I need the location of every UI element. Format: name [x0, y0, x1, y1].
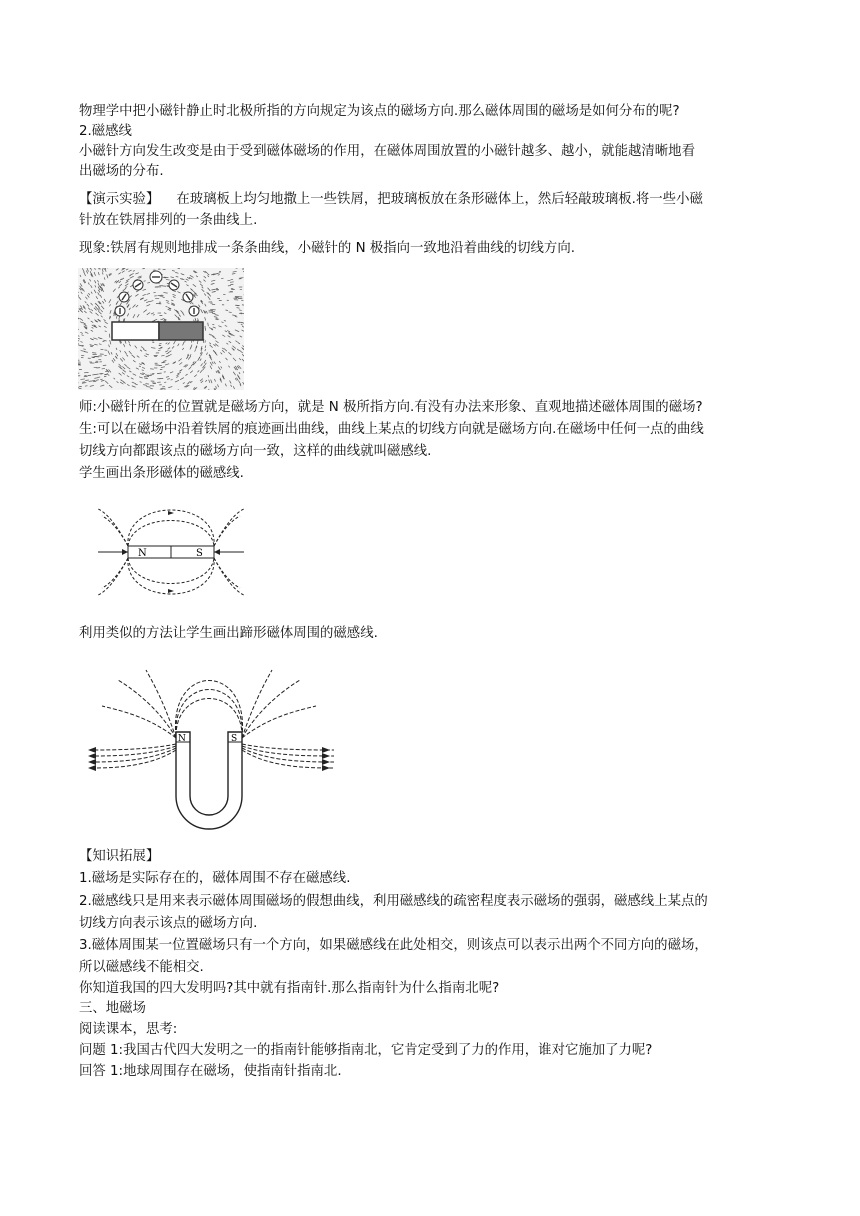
text-line: 现象:铁屑有规则地排成一条条曲线，小磁针的 N 极指向一致地沿着曲线的切线方向.	[79, 241, 575, 256]
text-line: 物理学中把小磁针静止时北极所指的方向规定为该点的磁场方向.那么磁体周围的磁场是如何分布的呢?	[79, 104, 680, 119]
text-line: 出磁场的分布.	[79, 164, 164, 179]
north-pole-label: N	[138, 548, 147, 559]
text-line: 【知识拓展】	[79, 849, 160, 864]
text-line: 【演示实验】 在玻璃板上均匀地撒上一些铁屑，把玻璃板放在条形磁体上，然后轻敲玻璃板.将一些小磁	[79, 192, 703, 207]
text-line: 学生画出条形磁体的磁感线.	[79, 466, 244, 481]
text-line: 针放在铁屑排列的一条曲线上.	[79, 213, 258, 228]
text-line: 你知道我国的四大发明吗?其中就有指南针.那么指南针为什么指南北呢?	[79, 981, 500, 996]
north-pole-label: N	[178, 734, 186, 744]
bar-magnet-field-diagram	[98, 502, 244, 602]
text-line: 问题 1:我国古代四大发明之一的指南针能够指南北，它肯定受到了力的作用，谁对它施加了力呢?	[79, 1043, 653, 1058]
section-heading: 三、地磁场	[79, 1001, 146, 1016]
south-pole-label: S	[196, 548, 203, 559]
horseshoe-magnet-field-diagram	[88, 666, 346, 836]
text-line: 所以磁感线不能相交.	[79, 960, 204, 975]
iron-filings-figure	[78, 268, 244, 390]
text-line: 生:可以在磁场中沿着铁屑的痕迹画出曲线，曲线上某点的切线方向就是磁场方向.在磁场中任何一点的曲线	[79, 422, 704, 437]
text-line: 阅读课本，思考:	[79, 1022, 178, 1037]
text-line: 切线方向表示该点的磁场方向.	[79, 916, 258, 931]
text-line: 切线方向都跟该点的磁场方向一致，这样的曲线就叫磁感线.	[79, 444, 432, 459]
south-pole-label: S	[231, 734, 238, 744]
text-line: 2.磁感线只是用来表示磁体周围磁场的假想曲线，利用磁感线的疏密程度表示磁场的强弱，磁感线上某点的	[79, 894, 708, 909]
text-line: 小磁针方向发生改变是由于受到磁体磁场的作用，在磁体周围放置的小磁针越多、越小，就能越清晰地看	[79, 144, 695, 159]
horseshoe-magnet-field-figure	[88, 666, 346, 836]
text-line: 3.磁体周围某一位置磁场只有一个方向，如果磁感线在此处相交，则该点可以表示出两个不同方向的磁场，	[79, 938, 708, 953]
text-line: 利用类似的方法让学生画出蹄形磁体周围的磁感线.	[79, 626, 378, 641]
text-line: 回答 1:地球周围存在磁场，使指南针指南北.	[79, 1064, 342, 1079]
bar-magnet-field-figure	[98, 502, 244, 602]
text-line: 1.磁场是实际存在的，磁体周围不存在磁感线.	[79, 871, 351, 886]
text-line: 2.磁感线	[79, 124, 132, 139]
text-line: 师:小磁针所在的位置就是磁场方向，就是 N 极所指方向.有没有办法来形象、直观地描述磁体周围的磁场?	[79, 400, 703, 415]
iron-filings-image	[78, 268, 244, 390]
